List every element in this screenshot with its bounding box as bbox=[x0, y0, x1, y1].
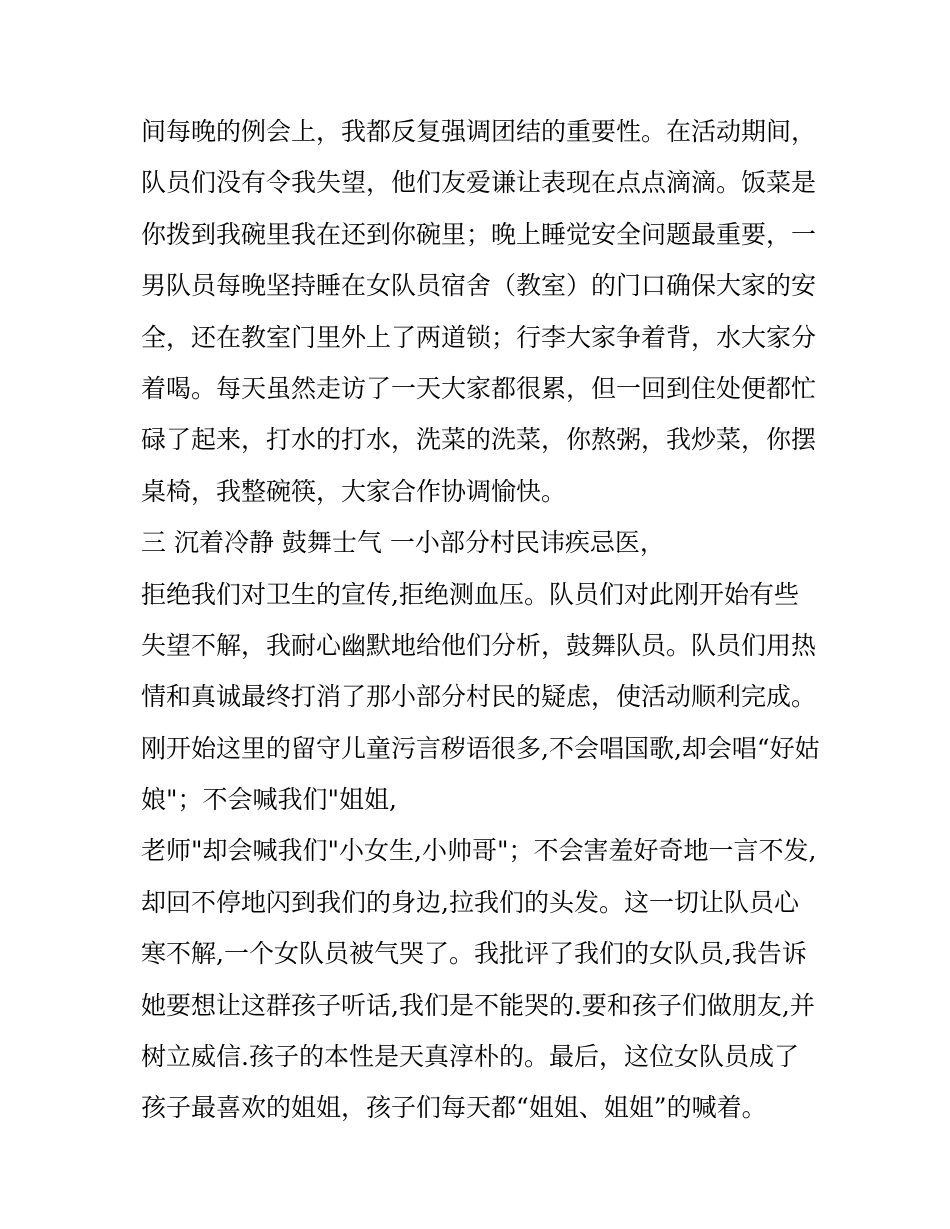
text-line: 刚开始这里的留守儿童污言秽语很多,不会唱国歌,却会唱“好姑 bbox=[141, 733, 820, 763]
section-heading-line: 三 沉着冷静 鼓舞士气 一小部分村民讳疾忌医， bbox=[141, 528, 665, 558]
text-line: 碌了起来，打水的打水，洗菜的洗菜，你熬粥，我炒菜，你摆 bbox=[141, 425, 817, 455]
text-line: 娘"；不会喊我们"姐姐, bbox=[141, 785, 397, 815]
text-line: 却回不停地闪到我们的身边,拉我们的头发。这一切让队员心 bbox=[141, 887, 799, 917]
text-line: 树立威信.孩子的本性是天真淳朴的。最后，这位女队员成了 bbox=[141, 1042, 799, 1072]
text-line: 队员们没有令我失望，他们友爱谦让表现在点点滴滴。饭菜是 bbox=[141, 168, 817, 198]
text-line: 你拨到我碗里我在还到你碗里；晚上睡觉安全问题最重要，一 bbox=[141, 219, 817, 249]
text-line: 拒绝我们对卫生的宣传,拒绝测血压。队员们对此刚开始有些 bbox=[141, 579, 799, 609]
text-line: 全，还在教室门里外上了两道锁；行李大家争着背，水大家分 bbox=[141, 322, 817, 352]
text-line: 男队员每晚坚持睡在女队员宿舍（教室）的门口确保大家的安 bbox=[141, 271, 817, 301]
text-line: 失望不解，我耐心幽默地给他们分析，鼓舞队员。队员们用热 bbox=[141, 630, 817, 660]
text-line: 情和真诚最终打消了那小部分村民的疑虑，使活动顺利完成。 bbox=[141, 682, 817, 712]
text-line: 寒不解,一个女队员被气哭了。我批评了我们的女队员,我告诉 bbox=[141, 939, 807, 969]
body-text bbox=[141, 106, 821, 1134]
text-line: 桌椅，我整碗筷，大家合作协调愉快。 bbox=[141, 476, 567, 506]
text-line: 老师"却会喊我们"小女生,小帅哥"；不会害羞好奇地一言不发, bbox=[141, 836, 817, 866]
text-line: 间每晚的例会上，我都反复强调团结的重要性。在活动期间， bbox=[141, 117, 817, 146]
text-line: 孩子最喜欢的姐姐，孩子们每天都“姐姐、姐姐”的喊着。 bbox=[141, 1093, 767, 1123]
text-line: 着喝。每天虽然走访了一天大家都很累，但一回到住处便都忙 bbox=[141, 373, 817, 403]
text-line: 她要想让这群孩子听话,我们是不能哭的.要和孩子们做朋友,并 bbox=[141, 990, 815, 1020]
